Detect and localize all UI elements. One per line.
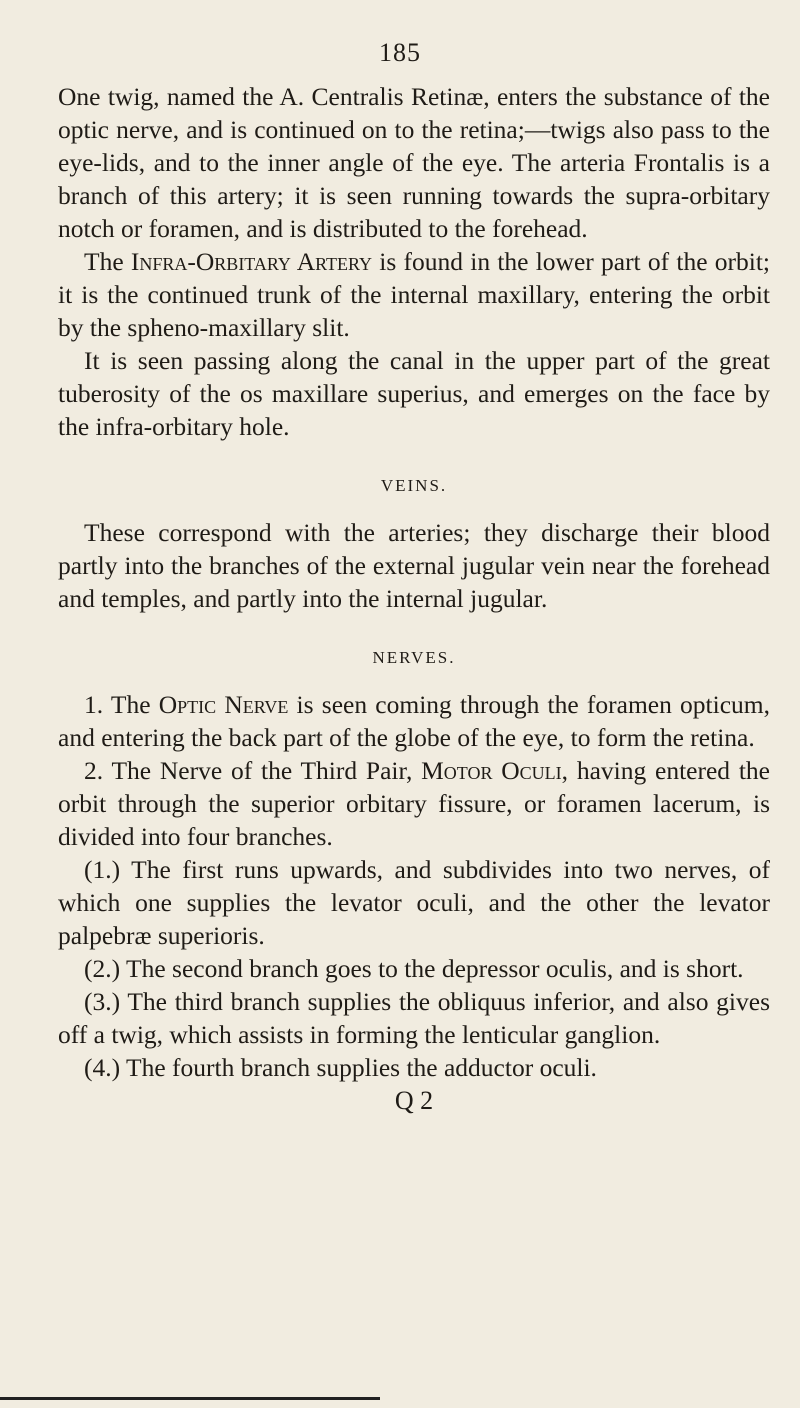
paragraph-branch-3: (3.) The third branch supplies the obliquus inferior, and also gives off a twig, which assists in forming the lenticular ganglion. [58, 987, 770, 1049]
paragraph-veins: These correspond with the arteries; they discharge their blood partly into the branches of the external jugular vein near the forehead and temples, and partly into the internal jugular. [58, 518, 770, 613]
paragraph-rest: is found in the lower part of the orbit; it is the continued trunk of the internal maxillary, entering the orbit by the spheno-maxillary slit. [58, 247, 770, 342]
signature-mark: Q 2 [394, 1086, 434, 1115]
page-number: 185 [379, 38, 421, 67]
paragraph-infra-orbitary [58, 245, 770, 344]
item-rest: , having entered the orbit through the superior orbitary fissure, or foramen lacerum, is divided into four branches. [58, 756, 770, 851]
term-motor-oculi: Motor Oculi [421, 756, 562, 785]
paragraph-branch-2: (2.) The second branch goes to the depressor oculis, and is short. [84, 954, 744, 983]
term-optic-nerve: Optic Nerve [158, 690, 289, 719]
heading-nerves: NERVES. [372, 648, 456, 667]
paragraph-centralis-retinae: One twig, named the A. Centralis Retinæ, enters the substance of the optic nerve, and is continued on to the retina;—twigs also pass to the eye-lids, and to the inner angle of the eye. The arteria Frontalis is a branch of this artery; it is seen running towards the supra-orbitary notch or foramen, and is distributed to the forehead. [58, 82, 770, 243]
paragraph-motor-oculi [58, 754, 770, 853]
heading-veins: VEINS. [380, 476, 448, 495]
item-number: 1. The [84, 690, 159, 719]
item-rest: is seen coming through the foramen opticum, and entering the back part of the globe of the eye, to form the retina. [58, 690, 771, 752]
paragraph-branch-1: (1.) The first runs upwards, and subdivides into two nerves, of which one supplies the levator oculi, and the other the levator palpebræ superioris. [58, 855, 770, 950]
item-number: 2. The Nerve of the Third Pair, [84, 756, 422, 785]
paragraph-canal: It is seen passing along the canal in the upper part of the great tuberosity of the os maxillare superius, and emerges on the face by the infra-orbitary hole. [58, 346, 770, 441]
paragraph-optic-nerve [58, 688, 770, 754]
page-edge-rule [0, 1397, 380, 1400]
term-infra-orbitary-artery: Infra-Orbitary Artery [130, 247, 373, 276]
paragraph-lead: The [84, 247, 131, 276]
body-text [58, 80, 770, 1117]
paragraph-branch-4: (4.) The fourth branch supplies the adductor oculi. [84, 1053, 597, 1082]
